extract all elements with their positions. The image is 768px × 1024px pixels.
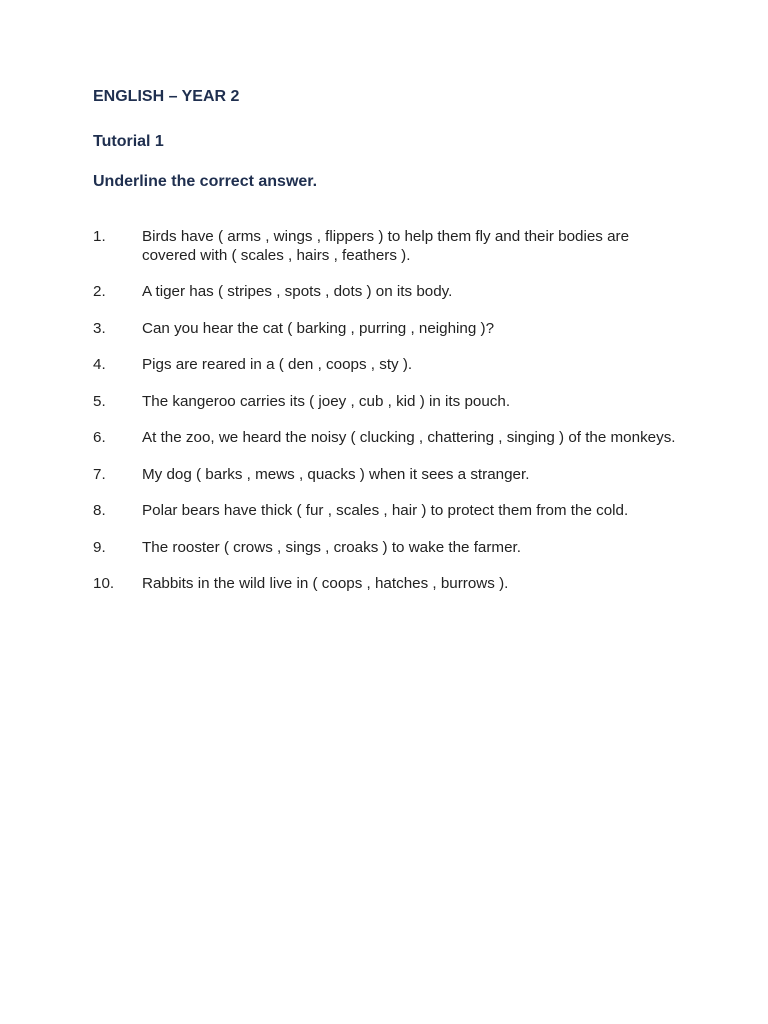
question-list <box>93 228 683 612</box>
document-title: ENGLISH – YEAR 2 <box>93 88 240 105</box>
question-text: The rooster ( crows , sings , croaks ) to wake the farmer. <box>142 538 521 556</box>
question-number: 4. <box>93 356 106 373</box>
question-number: 8. <box>93 502 106 519</box>
question-number: 6. <box>93 429 106 446</box>
question-item <box>93 320 683 339</box>
question-text: Can you hear the cat ( barking , purring , neighing )? <box>142 319 495 337</box>
instruction-heading: Underline the correct answer. <box>93 173 318 190</box>
question-item <box>93 466 683 485</box>
question-text: The kangeroo carries its ( joey , cub , kid ) in its pouch. <box>142 392 511 410</box>
question-item <box>93 393 683 412</box>
question-number: 1. <box>93 228 106 245</box>
question-text: A tiger has ( stripes , spots , dots ) on its body. <box>142 283 453 300</box>
question-item <box>93 429 683 448</box>
tutorial-heading: Tutorial 1 <box>93 133 164 150</box>
question-text: Polar bears have thick ( fur , scales , hair ) to protect them from the cold. <box>142 502 629 519</box>
question-text: At the zoo, we heard the noisy ( clucking , chattering , singing ) of the monkeys. <box>142 429 676 446</box>
question-text: Rabbits in the wild live in ( coops , hatches , burrows ). <box>142 575 509 592</box>
question-text: Pigs are reared in a ( den , coops , sty ). <box>142 356 413 373</box>
question-item <box>93 283 683 302</box>
question-text: Birds have ( arms , wings , flippers ) to help them fly and their bodies are covered with ( scales , hairs , feathers ). <box>142 228 630 264</box>
question-item <box>93 539 683 558</box>
question-number: 10. <box>93 575 115 592</box>
question-item <box>93 575 683 594</box>
question-number: 9. <box>93 538 106 556</box>
question-number: 3. <box>93 319 106 337</box>
question-item <box>93 356 683 375</box>
question-number: 2. <box>93 283 106 300</box>
question-item <box>93 228 683 265</box>
question-text: My dog ( barks , mews , quacks ) when it sees a stranger. <box>142 465 530 483</box>
question-number: 7. <box>93 465 106 483</box>
question-number: 5. <box>93 392 106 410</box>
question-item <box>93 502 683 521</box>
